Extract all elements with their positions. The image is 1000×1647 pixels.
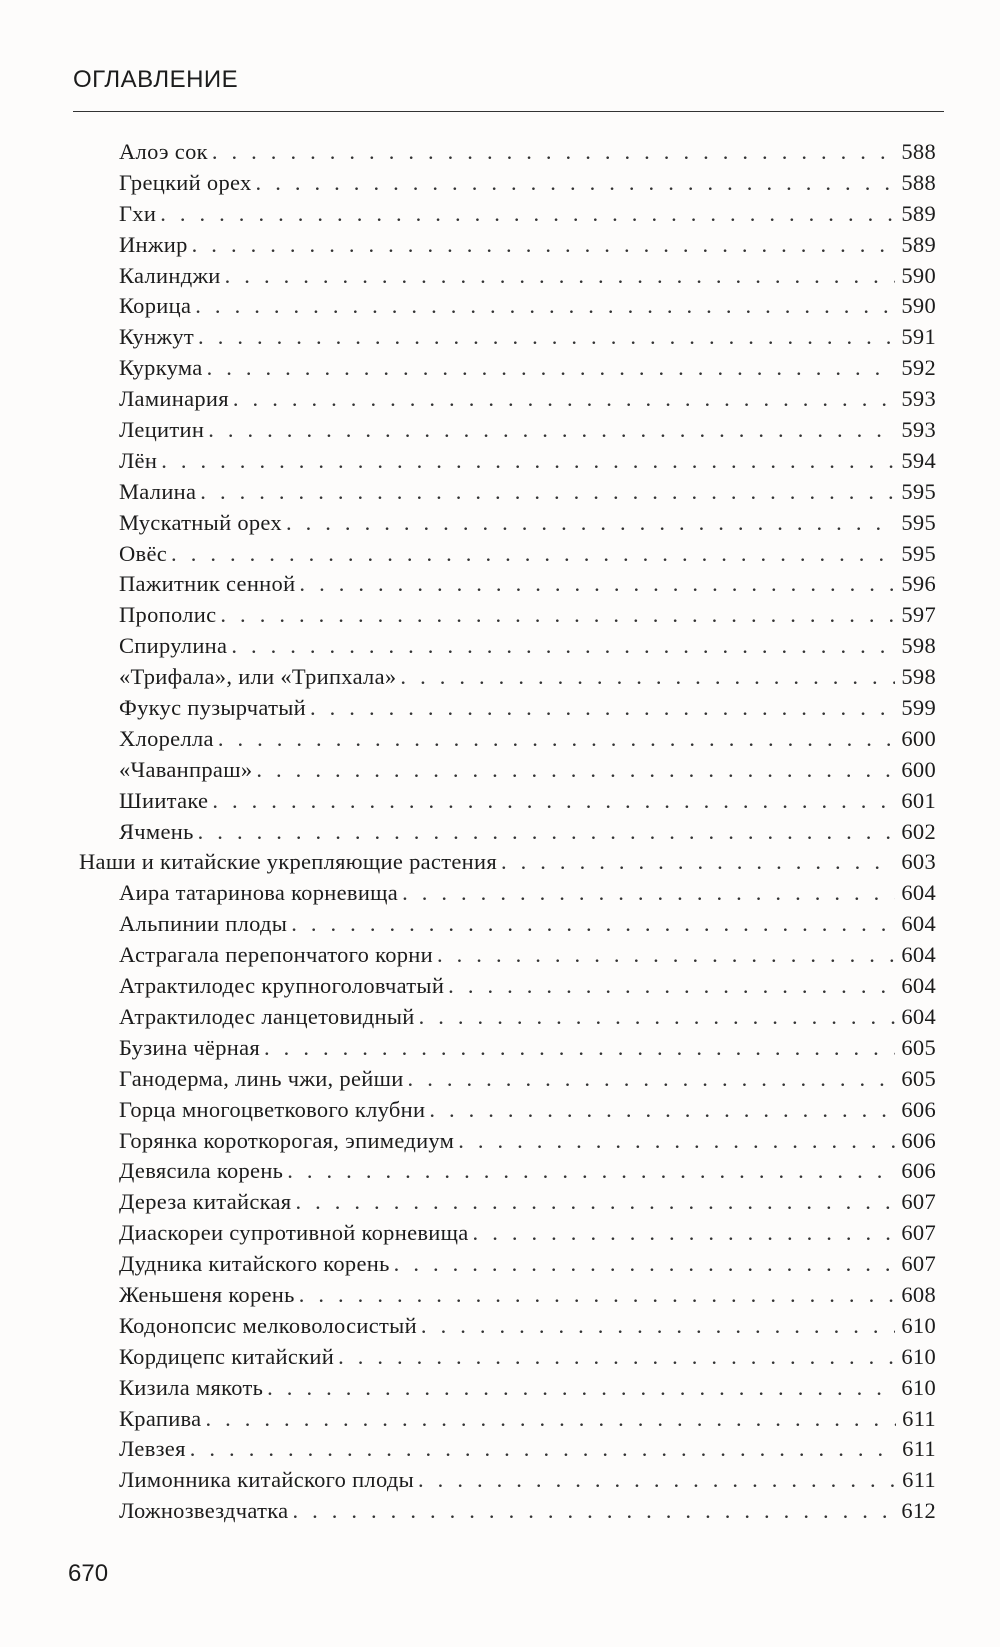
toc-entry-page: 610 (901, 1343, 936, 1369)
dot-leader (286, 508, 895, 539)
dot-leader (295, 1187, 895, 1218)
toc-entry-page: 610 (901, 1374, 936, 1400)
toc-entry-title: Грецкий орех (119, 169, 252, 195)
toc-entry-page: 611 (902, 1467, 936, 1493)
toc-entry (119, 1434, 936, 1465)
toc-entry-title: Корица (119, 293, 192, 319)
toc-entry-page: 611 (902, 1436, 936, 1462)
toc-entry-page: 596 (901, 571, 936, 597)
toc-entry-page: 592 (901, 355, 936, 381)
toc-entry (119, 1033, 936, 1064)
toc-entry-title: Малина (119, 478, 197, 504)
toc-entry-title: Девясила корень (119, 1158, 284, 1184)
toc-entry-title: Алоэ сок (119, 139, 208, 164)
toc-entry-title: Ячмень (119, 818, 194, 844)
toc-entry-title: Лецитин (119, 417, 205, 443)
dot-leader (190, 1434, 896, 1465)
toc-entry-page: 588 (901, 169, 936, 195)
toc-entry-title: Калинджи (119, 262, 221, 288)
toc-entry-title: Лимонника китайского плоды (119, 1467, 415, 1493)
toc-entry-page: 591 (901, 324, 936, 350)
toc-entry (119, 322, 936, 353)
toc-entry-page: 595 (901, 478, 936, 504)
dot-leader (421, 1311, 895, 1342)
toc-entry (119, 1311, 936, 1342)
toc-entry (119, 261, 936, 292)
toc-entry-title: Лён (119, 447, 158, 473)
running-header: ОГЛАВЛЕНИЕ (73, 66, 239, 93)
toc-entry (119, 878, 936, 909)
toc-entry-page: 590 (901, 262, 936, 288)
toc-entry-title: Дереза китайская (119, 1189, 292, 1215)
toc-entry-title: Ганодерма, линь чжи, рейши (119, 1065, 404, 1091)
toc-entry-title: Диаскореи супротивной корневища (119, 1220, 469, 1246)
toc-entry-title: Альпинии плоды (119, 911, 288, 937)
toc-entry-title: Шиитаке (119, 787, 209, 813)
dot-leader (291, 909, 895, 940)
dot-leader (220, 600, 895, 631)
toc-entry (119, 693, 936, 724)
dot-leader (299, 569, 895, 600)
dot-leader (429, 1095, 895, 1126)
toc-entry-page: 612 (901, 1498, 936, 1524)
toc-entry (119, 291, 936, 322)
toc-entry-title: «Трифала», или «Трипхала» (119, 664, 397, 690)
dot-leader (256, 168, 896, 199)
dot-leader (408, 1064, 896, 1095)
toc-entry-page: 607 (901, 1189, 936, 1215)
toc-entry (119, 137, 936, 168)
dot-leader (212, 786, 895, 817)
dot-leader (200, 477, 895, 508)
dot-leader (198, 817, 896, 848)
toc-entry (119, 384, 936, 415)
toc-entry (119, 569, 936, 600)
dot-leader (458, 1126, 895, 1157)
toc-entry-page: 604 (901, 880, 936, 906)
toc-entry-page: 589 (901, 231, 936, 257)
toc-entry-page: 598 (901, 633, 936, 659)
toc-entry-page: 593 (901, 386, 936, 412)
toc-entry (119, 353, 936, 384)
toc-entry-page: 608 (901, 1281, 936, 1307)
toc-entry-page: 610 (901, 1312, 936, 1338)
toc-entry (119, 230, 936, 261)
toc-entry (119, 1218, 936, 1249)
dot-leader (292, 1496, 895, 1527)
toc-entry (119, 817, 936, 848)
toc-entry-title: Женьшеня корень (119, 1281, 295, 1307)
toc-entry-page: 602 (901, 818, 936, 844)
toc-entry-page: 595 (901, 540, 936, 566)
toc-entry-title: Хлорелла (119, 725, 214, 751)
dot-leader (448, 971, 895, 1002)
toc-entry-page: 599 (901, 695, 936, 721)
dot-leader (437, 940, 895, 971)
toc-entry-page: 589 (901, 200, 936, 226)
dot-leader (310, 693, 895, 724)
toc-entry (119, 940, 936, 971)
toc-entry (119, 1156, 936, 1187)
dot-leader (264, 1033, 895, 1064)
toc-entry-page: 600 (901, 725, 936, 751)
dot-leader (195, 291, 895, 322)
toc-entry-page: 588 (901, 139, 936, 164)
toc-entry (119, 1342, 936, 1373)
toc-entry (119, 1373, 936, 1404)
toc-entry-page: 607 (901, 1251, 936, 1277)
toc-entry-title: Мускатный орех (119, 509, 282, 535)
toc-entry-title: Атрактилодес крупноголовчатый (119, 973, 445, 999)
toc-entry (119, 477, 936, 508)
dot-leader (287, 1156, 895, 1187)
toc-entry-page: 604 (901, 1003, 936, 1029)
toc-entry (119, 446, 936, 477)
dot-leader (225, 261, 896, 292)
toc-entry-title: Астрагала перепончатого корни (119, 942, 433, 968)
toc-entry-page: 595 (901, 509, 936, 535)
toc-entry-page: 605 (901, 1034, 936, 1060)
dot-leader (256, 755, 895, 786)
toc-entry (119, 662, 936, 693)
toc-entry (119, 786, 936, 817)
dot-leader (231, 631, 895, 662)
toc-entry-page: 605 (901, 1065, 936, 1091)
toc-entry-title: Фукус пузырчатый (119, 695, 306, 721)
toc-entry-title: Аира татаринова корневища (119, 880, 399, 906)
toc-entry-page: 604 (901, 942, 936, 968)
dot-leader (400, 662, 895, 693)
toc-entry (119, 1095, 936, 1126)
toc-entry-title: Инжир (119, 231, 188, 257)
toc-entry-title: Атрактилодес ланцетовидный (119, 1003, 415, 1029)
dot-leader (473, 1218, 896, 1249)
toc-entry-title: Спирулина (119, 633, 228, 659)
dot-leader (208, 415, 895, 446)
toc-entry-page: 606 (901, 1158, 936, 1184)
dot-leader (160, 199, 895, 230)
toc-entry-title: Крапива (119, 1405, 202, 1431)
dot-leader (198, 322, 895, 353)
toc-entry-title: Пажитник сенной (119, 571, 296, 597)
toc-entry-page: 604 (901, 911, 936, 937)
toc-entry-page: 601 (901, 787, 936, 813)
toc-entry (119, 199, 936, 230)
toc-entry (119, 508, 936, 539)
toc-entry-title: Левзея (119, 1436, 186, 1462)
header-rule (73, 111, 944, 112)
toc-entry-title: Овёс (119, 540, 168, 566)
toc-entry-title: Кизила мякоть (119, 1374, 264, 1400)
dot-leader (233, 384, 895, 415)
toc-entry (119, 415, 936, 446)
toc-entry-title: Ложнозвездчатка (119, 1498, 289, 1524)
toc-entry-page: 593 (901, 417, 936, 443)
toc-entry-title: Горянка короткорогая, эпимедиум (119, 1127, 455, 1153)
toc-section-entry (79, 847, 936, 878)
toc-entry-title: Горца многоцветкового клубни (119, 1096, 426, 1122)
toc-entry (119, 1064, 936, 1095)
toc-entry-page: 604 (901, 973, 936, 999)
toc-entry (119, 1249, 936, 1280)
toc-entry-title: Ламинария (119, 386, 229, 412)
toc-entry-page: 603 (901, 849, 936, 875)
toc-entry (119, 909, 936, 940)
toc-entry-page: 600 (901, 756, 936, 782)
toc-entry-page: 607 (901, 1220, 936, 1246)
dot-leader (402, 878, 895, 909)
toc-entry-page: 597 (901, 602, 936, 628)
toc-entry-title: Дудника китайского корень (119, 1251, 390, 1277)
toc-entry (119, 631, 936, 662)
toc-entry-title: Кодонопсис мелковолосистый (119, 1312, 417, 1338)
toc-entry-title: Кунжут (119, 324, 195, 350)
toc-entry (119, 1496, 936, 1527)
toc-entry (119, 1465, 936, 1496)
toc-entry-page: 611 (902, 1405, 936, 1431)
toc-entry-title: «Чаванпраш» (119, 756, 253, 782)
toc-entry-title: Бузина чёрная (119, 1034, 261, 1060)
dot-leader (161, 446, 895, 477)
dot-leader (419, 1002, 896, 1033)
dot-leader (171, 539, 895, 570)
toc-entry-title: Прополис (119, 602, 217, 628)
toc-entry-page: 606 (901, 1127, 936, 1153)
table-of-contents (0, 137, 1000, 1527)
toc-entry-page: 606 (901, 1096, 936, 1122)
page-number: 670 (68, 1560, 109, 1587)
toc-entry-title: Наши и китайские укрепляющие растения (79, 849, 497, 875)
toc-entry (119, 1187, 936, 1218)
dot-leader (501, 847, 895, 878)
dot-leader (205, 1404, 896, 1435)
toc-entry (119, 168, 936, 199)
dot-leader (212, 137, 895, 168)
toc-entry (119, 755, 936, 786)
dot-leader (192, 230, 896, 261)
toc-entry-page: 590 (901, 293, 936, 319)
toc-entry-title: Кордицепс китайский (119, 1343, 335, 1369)
toc-entry (119, 1126, 936, 1157)
toc-entry (119, 971, 936, 1002)
dot-leader (418, 1465, 896, 1496)
toc-entry (119, 600, 936, 631)
toc-entry (119, 724, 936, 755)
toc-entry-title: Гхи (119, 200, 157, 226)
dot-leader (218, 724, 896, 755)
toc-entry-title: Куркума (119, 355, 203, 381)
dot-leader (299, 1280, 896, 1311)
toc-entry (119, 539, 936, 570)
dot-leader (338, 1342, 895, 1373)
toc-entry-page: 598 (901, 664, 936, 690)
dot-leader (267, 1373, 895, 1404)
toc-entry-page: 594 (901, 447, 936, 473)
toc-entry (119, 1002, 936, 1033)
toc-entry (119, 1280, 936, 1311)
dot-leader (207, 353, 896, 384)
toc-entry (119, 1404, 936, 1435)
dot-leader (394, 1249, 896, 1280)
